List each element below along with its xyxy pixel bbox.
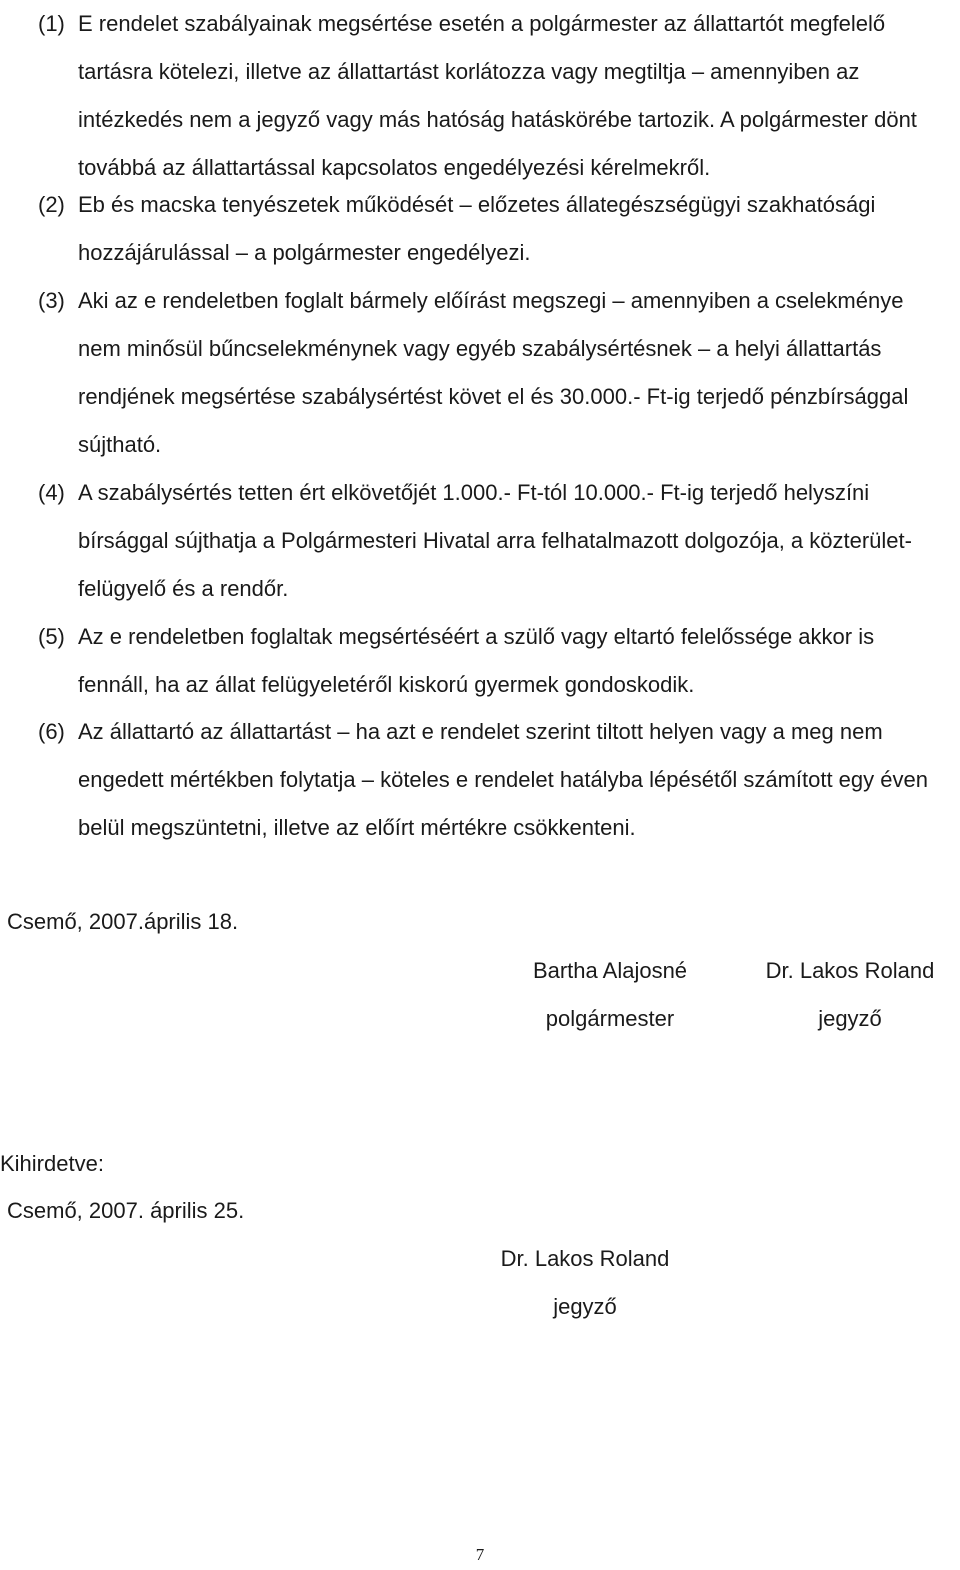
signature-name: Dr. Lakos Roland xyxy=(765,958,935,983)
paragraph-text: Az állattartó az állattartást – ha azt e rendelet szerint tiltott helyen vagy a meg nem engedett mértékben folytatja – köteles e rendelet hatályba lépésétől számított egy éven belül megszüntetni, illetve az előírt mértékre csökkenteni. xyxy=(78,719,928,840)
paragraph-number: (4) xyxy=(38,480,65,505)
signature-notary xyxy=(740,947,960,1043)
signature-name: Dr. Lakos Roland xyxy=(500,1246,670,1271)
paragraph-number: (5) xyxy=(38,624,65,649)
paragraph-4 xyxy=(38,469,938,613)
paragraph-number: (1) xyxy=(38,11,65,36)
paragraph-number: (3) xyxy=(38,288,65,313)
announcement-date: Csemő, 2007. április 25. xyxy=(7,1198,245,1223)
paragraph-number: (2) xyxy=(38,192,65,217)
paragraph-text: A szabálysértés tetten ért elkövetőjét 1.000.- Ft-tól 10.000.- Ft-ig terjedő helyszíni bírsággal sújthatja a Polgármesteri Hivatal arra felhatalmazott dolgozója, a közterület-felügyelő és a rendőr. xyxy=(78,480,912,601)
signature-title: polgármester xyxy=(545,1006,675,1031)
announcement-label: Kihirdetve: xyxy=(0,1151,104,1176)
announcement-signature xyxy=(470,1235,700,1331)
paragraph-text: Aki az e rendeletben foglalt bármely előírást megszegi – amennyiben a cselekménye nem minősül bűncselekménynek vagy egyéb szabálysértésnek – a helyi állattartás rendjének megsértése szabálysértést követ el és 30.000.- Ft-ig terjedő pénzbírsággal sújtható. xyxy=(78,288,909,457)
paragraph-number: (6) xyxy=(38,719,65,744)
signature-mayor xyxy=(505,947,715,1043)
paragraph-text: Az e rendeletben foglaltak megsértéséért a szülő vagy eltartó felelőssége akkor is fennáll, ha az állat felügyeletéről kiskorú gyermek gondoskodik. xyxy=(78,624,875,697)
place-date: Csemő, 2007.április 18. xyxy=(7,909,239,934)
paragraph-1 xyxy=(38,0,938,192)
signature-title: jegyző xyxy=(818,1006,882,1031)
page-number: 7 xyxy=(475,1545,485,1564)
paragraph-text: Eb és macska tenyészetek működését – előzetes állategészségügyi szakhatósági hozzájárulással – a polgármester engedélyezi. xyxy=(78,192,876,265)
signature-title: jegyző xyxy=(553,1294,617,1319)
paragraph-text: E rendelet szabályainak megsértése esetén a polgármester az állattartót megfelelő tartásra kötelezi, illetve az állattartást korlátozza vagy megtiltja – amennyiben az intézkedés nem a jegyző vagy más hatóság hatáskörébe tartozik. A polgármester dönt továbbá az állattartással kapcsolatos engedélyezési kérelmekről. xyxy=(78,11,917,180)
paragraph-3 xyxy=(38,277,938,469)
paragraph-2 xyxy=(38,181,938,277)
signature-name: Bartha Alajosné xyxy=(532,958,688,983)
paragraph-6 xyxy=(38,708,938,852)
paragraph-5 xyxy=(38,613,938,709)
